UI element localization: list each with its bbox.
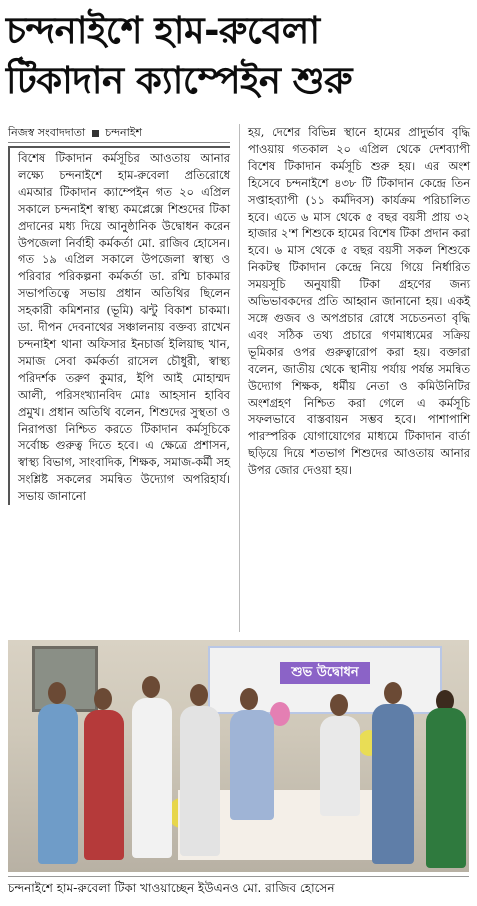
lead-paragraph-box — [8, 146, 230, 505]
article-column-left — [8, 124, 230, 505]
person-head — [142, 676, 160, 698]
photo-banner-title: শুভ উদ্বোধন — [280, 662, 370, 684]
square-bullet-icon — [92, 130, 99, 137]
article-photo — [8, 640, 469, 872]
photo-caption: চন্দনাইশে হাম-রুবেলা টিকা খাওয়াচ্ছেন ইউএনও মো. রাজিব হোসেন — [8, 876, 469, 899]
person-head — [190, 684, 208, 706]
headline-line-2: টিকাদান ক্যাম্পেইন শুরু — [6, 59, 353, 102]
person-head — [330, 694, 348, 716]
person — [230, 710, 274, 820]
person — [426, 708, 466, 868]
person — [372, 704, 414, 864]
person-head — [240, 688, 258, 710]
person — [84, 710, 124, 860]
headline-line-1: চন্দনাইশে হাম-রুবেলা — [6, 9, 320, 52]
article-column-right — [248, 124, 470, 479]
person — [320, 716, 360, 816]
byline-reporter: নিজস্ব সংবাদদাতা — [8, 126, 86, 139]
person-head — [94, 688, 112, 710]
photo-window — [32, 646, 98, 712]
article-text-right: হয়, দেশের বিভিন্ন স্থানে হামের প্রাদুর্ভাব বৃদ্ধি পাওয়ায় গতকাল ২০ এপ্রিল থেকে দেশব্যাপী বিশেষ টিকাদান কর্মসূচি শুরু হয়। এর অংশ হিসেবে চন্দনাইশে ৪৩৮ টি টিকাদান কেন্দ্রে তিন সপ্তাহব্যাপী (১১ কর্মদিবস) কার্যক্রম পরিচালিত হবে। এতে ৬ মাস থেকে ৫ বছর বয়সী প্রায় ৩২ হাজার ২'শ শিশুকে হামের বিশেষ টিকা প্রদান করা হবে। ৬ মাস থেকে ৫ বছর বয়সী সকল শিশুকে নিকটস্থ টিকাদান কেন্দ্রে নিয়ে গিয়ে নির্ধারিত সময়সূচি অনুযায়ী টিকা গ্রহণের জন্য অভিভাবকদের প্রতি আহ্বান জানানো হয়। একই সঙ্গে গুজব ও অপপ্রচার রোধে সচেতনতা বৃদ্ধি এবং সঠিক তথ্য প্রচারে গণমাধ্যমের সক্রিয় ভূমিকার ওপর গুরুত্বারোপ করা হয়। বক্তারা বলেন, জাতীয় থেকে স্থানীয় পর্যায় পর্যন্ত সমন্বিত উদ্যোগ শিক্ষক, ধর্মীয় নেতা ও কমিউনিটির অংশগ্রহণ নিশ্চিত করা গেলে এ কর্মসূচি সফলভাবে বাস্তবায়ন সম্ভব হবে। পাশাপাশি পারস্পরিক যোগাযোগের মাধ্যমে টিকাদান বার্তা ছড়িয়ে দিয়ে শতভাগ শিশুদের আওতায় আনার উপর জোর দেওয়া হয়। — [248, 125, 470, 478]
person-head — [384, 682, 402, 704]
column-divider — [239, 124, 240, 632]
headline — [6, 6, 471, 106]
byline-location: চন্দনাইশ — [105, 126, 143, 139]
article-text-left: বিশেষ টিকাদান কর্মসূচির আওতায় আনার লক্ষ্যে চন্দনাইশে হাম-রুবেলা প্রতিরোধে এমআর টিকাদান ক্যাম্পেইন গত ২০ এপ্রিল সকালে চন্দনাইশ স্বাস্থ্য কমপ্লেক্সে শিশুদের টিকা প্রদানের মধ্য দিয়ে আনুষ্ঠানিক উদ্বোধন করেন উপজেলা নির্বাহী কর্মকর্তা মো. রাজিব হোসেন। গত ১৯ এপ্রিল সকালে উপজেলা স্বাস্থ্য ও পরিবার পরিকল্পনা কর্মকর্তা ডা. রশ্মি চাকমার সভাপতিত্বে সভায় প্রধান অতিথির ছিলেন সহকারী কমিশনার (ভূমি) ঝন্টু বিকাশ চাকমা। ডা. দীপন দেবনাথের সঞ্চালনায় বক্তব্য রাখেন চন্দনাইশ থানা অফিসার ইনচার্জ ইলিয়াছ খান, সমাজ সেবা কর্মকর্তা রাসেল চৌধুরী, স্বাস্থ্য পরিদর্শক তরুণ কুমার, ইপি আই মোহাম্মদ আলী, পরিসংখ্যানবিদ মোঃ আহসান হাবিব প্রমুখ। প্রধান অতিথি বলেন, শিশুদের সুস্থতা ও নিরাপত্তা নিশ্চিত করতে টিকাদান কর্মসূচিকে সর্বোচ্চ গুরুত্ব দিতে হবে। এ ক্ষেত্রে প্রশাসন, স্বাস্থ্য বিভাগ, সাংবাদিক, শিক্ষক, সমাজ-কর্মী সহ সংশ্লিষ্ট সকলের সমন্বিত উদ্যোগ অপরিহার্য। সভায় জানানো — [18, 151, 230, 504]
person — [180, 706, 220, 856]
person — [132, 698, 172, 858]
person-head — [48, 682, 66, 704]
byline — [8, 124, 230, 143]
person — [38, 704, 78, 864]
